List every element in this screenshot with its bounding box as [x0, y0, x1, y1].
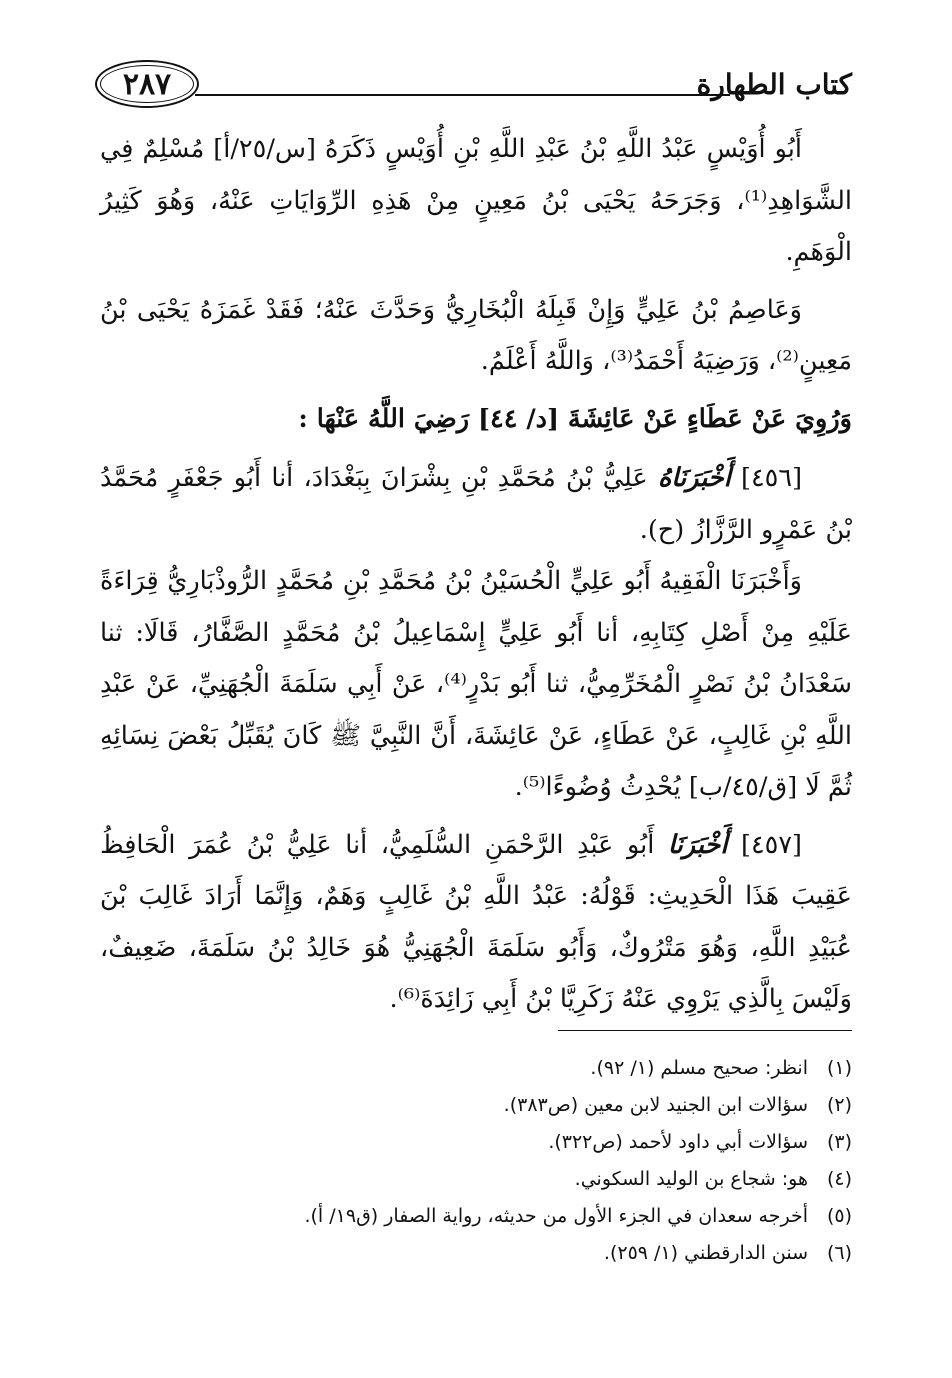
hadith-number: [٤٥٦] — [741, 463, 803, 493]
header-rule — [195, 94, 730, 96]
footnote-separator — [558, 1030, 852, 1031]
footnote-number: (٣) — [826, 1131, 852, 1153]
footnote-text: انظر: صحيح مسلم (١/ ٩٢). — [590, 1057, 808, 1079]
hadith-text: عَلِيُّ بْنُ مُحَمَّدِ بْنِ بِشْرَانَ بِبَغْدَادَ، أنا أَبُو جَعْفَرٍ مُحَمَّدُ بْنُ عَمْرٍو الرَّزَّازُ (ح). — [100, 463, 852, 545]
footnote-text: هو: شجاع بن الوليد السكوني. — [574, 1168, 808, 1190]
paragraph-narrator-2: وَعَاصِمُ بْنُ عَلِيٍّ وَإِنْ قَبِلَهُ الْبُخَارِيُّ وَحَدَّثَ عَنْهُ؛ فَقَدْ غَمَزَهُ يَحْيَى بْنُ مَعِينٍ⁽²⁾، وَرَضِيَهُ أَحْمَدُ⁽³⁾، وَاللَّهُ أَعْلَمُ. — [100, 294, 852, 376]
footnote-number: (٢) — [826, 1094, 852, 1116]
hadith-457 — [100, 820, 852, 1026]
footnote-number: (١) — [826, 1057, 852, 1079]
footnote — [100, 1087, 852, 1124]
section-heading: وَرُوِيَ عَنْ عَطَاءٍ عَنْ عَائِشَةَ [د/ ٤٤] رَضِيَ اللَّهُ عَنْهَا : — [298, 403, 852, 434]
footnote-number: (٤) — [826, 1168, 852, 1190]
footnote-number: (٥) — [826, 1205, 852, 1227]
page-number: ٢٨٧ — [122, 66, 172, 102]
paragraph-narrator-1: أَبُو أُوَيْسٍ عَبْدُ اللَّهِ بْنُ عَبْدِ اللَّهِ بْنِ أُوَيْسٍ ذَكَرَهُ [س/٢٥/أ] مُسْلِمٌ فِي الشَّوَاهِدِ⁽¹⁾، وَجَرَحَهُ يَحْيَى بْنُ مَعِينٍ مِنْ هَذِهِ الرِّوَايَاتِ عَنْهُ، وَهُوَ كَثِيرُ الْوَهَمِ. — [100, 134, 852, 267]
hadith-lead-word: أَخْبَرَنَا — [667, 829, 728, 860]
hadith-456 — [100, 453, 852, 556]
footnote — [100, 1235, 852, 1272]
footnote — [100, 1124, 852, 1161]
page-header — [95, 58, 852, 114]
footnote — [100, 1161, 852, 1198]
footnote-text: سؤالات أبي داود لأحمد (ص٣٢٢). — [548, 1131, 808, 1153]
footnote — [100, 1198, 852, 1235]
hadith-456-continued: وَأَخْبَرَنَا الْفَقِيهُ أَبُو عَلِيٍّ الْحُسَيْنُ بْنُ مُحَمَّدِ بْنِ مُحَمَّدٍ الرُّوذْبَارِيُّ قِرَاءَةً عَلَيْهِ مِنْ أَصْلِ كِتَابِهِ، أنا أَبُو عَلِيٍّ إِسْمَاعِيلُ بْنُ مُحَمَّدٍ الصَّفَّارُ، قَالَا: ثنا سَعْدَانُ بْنُ نَصْرٍ الْمُخَرِّمِيُّ، ثنا أَبُو بَدْرٍ⁽⁴⁾، عَنْ أَبِي سَلَمَةَ الْجُهَنِيِّ، عَنْ عَبْدِ اللَّهِ بْنِ غَالِبٍ، عَنْ عَطَاءٍ، عَنْ عَائِشَةَ، أَنَّ النَّبِيَّ ﷺ كَانَ يُقَبِّلُ بَعْضَ نِسَائِهِ ثُمَّ لَا [ق/٤٥/ب] يُحْدِثُ وُضُوءًا⁽⁵⁾. — [100, 566, 852, 802]
footnotes — [100, 1050, 852, 1272]
footnote-text: أخرجه سعدان في الجزء الأول من حديثه، رواية الصفار (ق١٩/ أ). — [304, 1205, 808, 1227]
hadith-lead-word: أَخْبَرَنَاهُ — [657, 463, 731, 493]
hadith-text: أَبُو عَبْدِ الرَّحْمَنِ السُّلَمِيُّ، أنا عَلِيُّ بْنُ عُمَرَ الْحَافِظُ عَقِيبَ هَذَا الْحَدِيثِ: قَوْلُهُ: عَبْدُ اللَّهِ بْنُ غَالِبٍ وَهَمٌ، وَإِنَّمَا أَرَادَ غَالِبَ بْنَ عُبَيْدِ اللَّهِ، وَهُوَ مَتْرُوكٌ، وَأَبُو سَلَمَةَ الْجُهَنِيُّ هُوَ خَالِدُ بْنُ سَلَمَةَ، ضَعِيفٌ، وَلَيْسَ بِالَّذِي يَرْوِي عَنْهُ زَكَرِيَّا بْنُ أَبِي زَائِدَةَ⁽⁶⁾. — [100, 829, 852, 1014]
footnote-number: (٦) — [826, 1242, 852, 1264]
hadith-number: [٤٥٧] — [741, 829, 802, 860]
running-title: كتاب الطهارة — [696, 68, 852, 101]
footnote-text: سؤالات ابن الجنيد لابن معين (ص٣٨٣). — [503, 1094, 808, 1116]
footnote-text: سنن الدارقطني (١/ ٢٥٩). — [603, 1242, 808, 1264]
page-number-badge — [95, 60, 199, 108]
footnote — [100, 1050, 852, 1087]
main-text — [100, 124, 852, 1032]
